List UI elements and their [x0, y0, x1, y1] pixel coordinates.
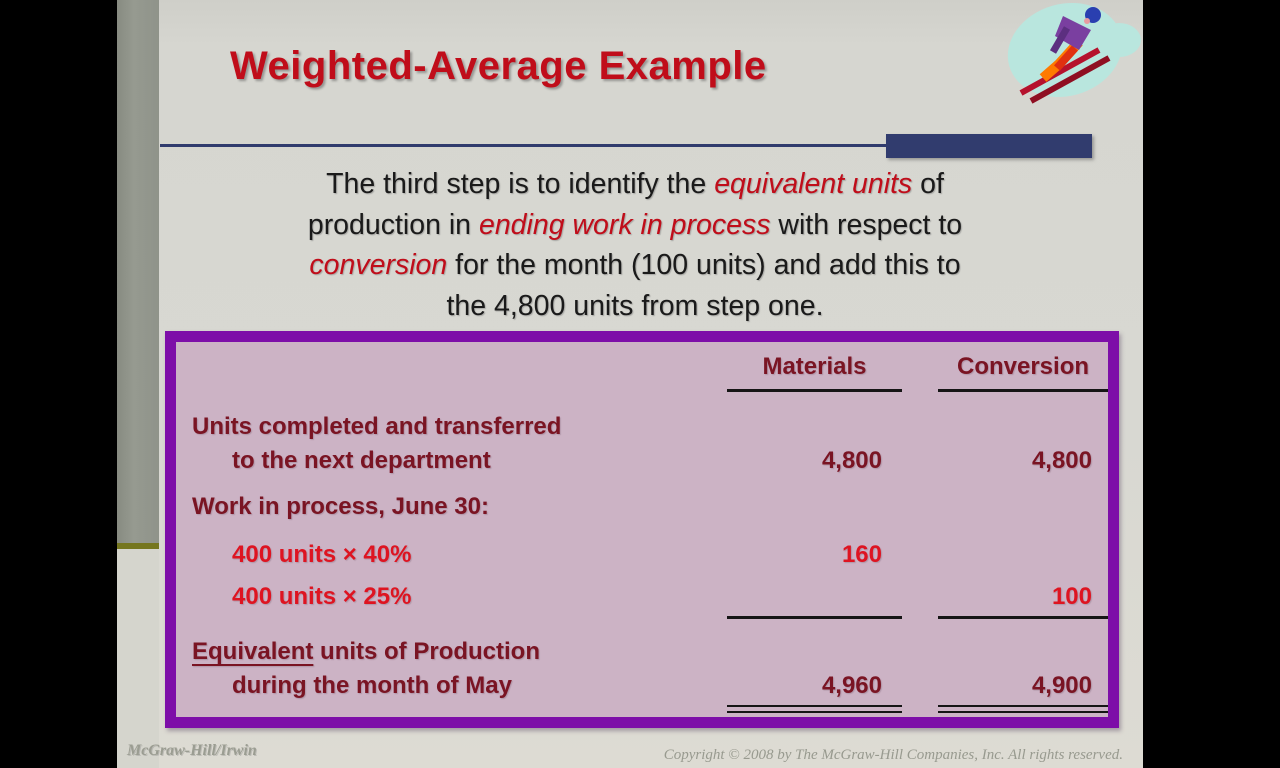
slide-canvas [117, 0, 1143, 768]
table-row [176, 444, 1108, 478]
table-row [176, 490, 1108, 524]
row-label: during the month of May [232, 672, 512, 699]
row-label: Units completed and transferred [192, 413, 562, 440]
emphasis-conversion: conversion [309, 249, 448, 281]
table-row [176, 580, 1108, 614]
title-accent-bar [886, 134, 1092, 158]
conversion-single-rule [938, 616, 1108, 619]
table-row [176, 669, 1108, 703]
single-rule-row [176, 616, 1108, 619]
materials-value: 4,800 [821, 447, 882, 474]
equivalent-units-table [165, 331, 1119, 728]
body-line-1: The third step is to identify the equivalent units of [326, 168, 944, 200]
slide-title: Weighted-Average Example [230, 44, 767, 88]
row-label: Work in process, June 30: [192, 493, 489, 520]
materials-value: 4,960 [821, 672, 882, 699]
materials-single-rule [727, 616, 902, 619]
body-paragraph [162, 164, 1108, 326]
table-header-row [176, 350, 1108, 392]
header-conversion: Conversion [938, 350, 1108, 392]
ski-jumper-icon [1005, 0, 1141, 106]
table-row [176, 538, 1108, 572]
row-label: 400 units × 40% [232, 541, 412, 568]
conversion-value: 4,800 [1031, 447, 1092, 474]
emphasis-ending-wip: ending work in process [478, 208, 771, 241]
copyright-notice: Copyright © 2008 by The McGraw-Hill Companies, Inc. All rights reserved. [663, 747, 1123, 763]
body-line-3: conversion for the month (100 units) and add this to [309, 249, 961, 281]
row-label: Equivalent units of Production [192, 638, 540, 665]
conversion-value: 100 [1051, 583, 1092, 610]
body-line-2: production in ending work in process with respect to [307, 208, 963, 241]
row-label: 400 units × 25% [232, 583, 412, 610]
band-top-gray [117, 0, 159, 543]
body-line-4: the 4,800 units from step one. [446, 289, 824, 322]
materials-value: 160 [841, 541, 882, 568]
publisher-credit: McGraw-Hill/Irwin [127, 742, 257, 759]
conversion-double-rule [938, 705, 1108, 713]
materials-double-rule [727, 705, 902, 713]
double-rule-row [176, 705, 1108, 713]
header-materials: Materials [727, 350, 902, 392]
left-template-band [117, 0, 159, 768]
table-row [176, 410, 1108, 444]
conversion-value: 4,900 [1031, 672, 1092, 699]
row-label: to the next department [232, 447, 491, 474]
emphasis-equivalent-units: equivalent units [714, 168, 913, 200]
table-row [176, 635, 1108, 669]
band-bottom-light [117, 549, 159, 768]
